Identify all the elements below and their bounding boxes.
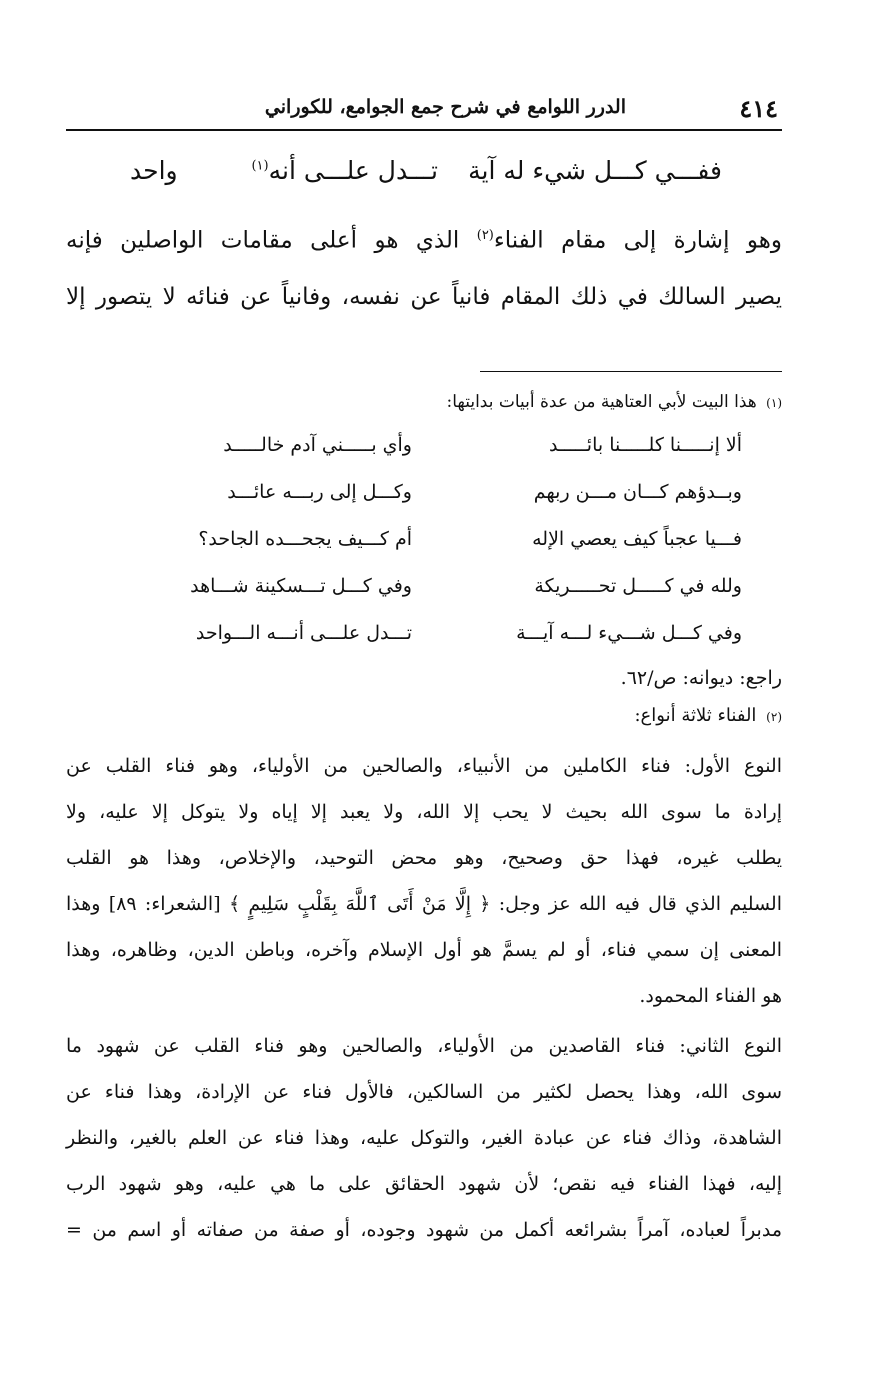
footnote-marker-1[interactable]: (١) bbox=[251, 158, 269, 174]
poem-left-hemistich: وفي كـــل تـــسكينة شـــاهد bbox=[190, 574, 412, 597]
paragraph-line: إليه، فهذا الفناء فيه نقص؛ لأن شهود الحقائق على ما هي عليه، وهو شهود الرب bbox=[66, 1172, 782, 1195]
poem-right-hemistich: وبــدؤهم كـــان مـــن ربهم bbox=[533, 480, 742, 503]
footnote-2-number: (٢) bbox=[766, 709, 782, 724]
poem bbox=[66, 428, 782, 663]
footnote-marker-2[interactable]: (٢) bbox=[476, 228, 494, 243]
poem-line bbox=[66, 569, 782, 616]
footnote-2-paragraph-1 bbox=[66, 743, 782, 1019]
poem-line bbox=[66, 616, 782, 663]
footnote-1-intro bbox=[66, 392, 782, 422]
poem-line bbox=[66, 475, 782, 522]
footnote-1-text: هذا البيت لأبي العتاهية من عدة أبيات بدايتها: bbox=[446, 391, 757, 412]
page-number: ٤١٤ bbox=[739, 94, 778, 123]
paragraph-line: إرادة ما سوى الله بحيث لا يحب إلا الله، ولا يعبد إلا إياه ولا يتوكل إلا عليه، ولا bbox=[66, 800, 782, 823]
paragraph-line: النوع الثاني: فناء القاصدين من الأولياء، والصالحين وهو فناء القلب عن شهود ما bbox=[66, 1034, 782, 1057]
paragraph-line: السليم الذي قال فيه الله عز وجل: ﴿ إِلَّا مَنْ أَتَى ٱللَّهَ بِقَلْبٍ سَلِيمٍ ﴾ [الشعراء: ٨٩] وهذا bbox=[66, 892, 783, 915]
poem-line bbox=[66, 428, 782, 475]
footnote-2-heading bbox=[66, 705, 782, 743]
main-verse bbox=[66, 152, 782, 208]
footnote-1-number: (١) bbox=[766, 395, 782, 410]
poem-line bbox=[66, 522, 782, 569]
footnote-2-title: الفناء ثلاثة أنواع: bbox=[634, 704, 757, 726]
poem-right-hemistich: ألا إنـــــنا كلـــــنا بائـــــد bbox=[548, 433, 742, 456]
verse-second-hemistich bbox=[251, 156, 438, 185]
main-text-line-1-b: الذي هو أعلى مقامات الواصلين فإنه bbox=[66, 227, 477, 254]
paragraph-line: المعنى إن سمي فناء، أو لم يسمَّ هو أول الإسلام وآخره، وباطن الدين، وظاهره، وهذا bbox=[66, 938, 782, 961]
poem-left-hemistich: وأي بـــــني آدم خالـــــد bbox=[223, 433, 412, 456]
poem-right-hemistich: فـــيا عجباً كيف يعصي الإله bbox=[532, 527, 742, 550]
paragraph-line: مدبراً لعباده، آمراً بشرائعه أكمل من شهود وجوده، أو صفة من صفاته أو اسم من = bbox=[66, 1218, 782, 1241]
poem-left-hemistich: تـــدل علـــى أنـــه الـــواحد bbox=[195, 621, 412, 644]
main-text-line-1 bbox=[66, 208, 782, 269]
verse-first-hemistich: ففـــي كـــل شيء له آية bbox=[468, 156, 722, 185]
header-divider bbox=[66, 129, 782, 131]
paragraph-line: هو الفناء المحمود. bbox=[639, 984, 782, 1007]
poem-right-hemistich: وفي كـــل شـــيء لـــه آيـــة bbox=[516, 621, 742, 644]
poem-left-hemistich: وكـــل إلى ربـــه عائـــد bbox=[227, 480, 412, 503]
main-text-line-2: يصير السالك في ذلك المقام فانياً عن نفسه، وفانياً عن فنائه لا يتصور إلا bbox=[66, 283, 782, 310]
paragraph-line: يطلب غيره، فهذا حق وصحيح، وهو محض التوحيد، والإخلاص، وهذا هو القلب bbox=[66, 846, 782, 869]
verse-last-word: واحد bbox=[130, 156, 178, 185]
running-header bbox=[66, 92, 782, 130]
poem-left-hemistich: أم كـــيف يجحـــده الجاحد؟ bbox=[198, 527, 412, 550]
footnote-separator bbox=[480, 371, 782, 372]
paragraph-line: الشاهدة، وذاك فناء عن عبادة الغير، والتوكل عليه، وهذا فناء عن العلم بالغير، والنظر bbox=[66, 1126, 782, 1149]
running-title: الدرر اللوامع في شرح جمع الجوامع، للكوراني bbox=[264, 96, 626, 118]
paragraph-line: النوع الأول: فناء الكاملين من الأنبياء، والصالحين من الأولياء، وهو فناء القلب عن bbox=[66, 754, 782, 777]
poem-right-hemistich: ولله في كـــــل تحـــــريكة bbox=[534, 574, 742, 597]
footnote-2-paragraph-2 bbox=[66, 1023, 782, 1253]
book-page bbox=[66, 92, 782, 1253]
main-text-line-1-a: وهو إشارة إلى مقام الفناء bbox=[493, 227, 782, 254]
paragraph-line: سوى الله، وهذا يحصل لكثير من السالكين، فالأول فناء عن الإرادة، وهذا فناء عن bbox=[66, 1080, 782, 1103]
verse-second-text: تـــدل علـــى أنه bbox=[268, 156, 438, 185]
footnote-1-reference: راجع: ديوانه: ص/٦٢. bbox=[620, 666, 782, 689]
